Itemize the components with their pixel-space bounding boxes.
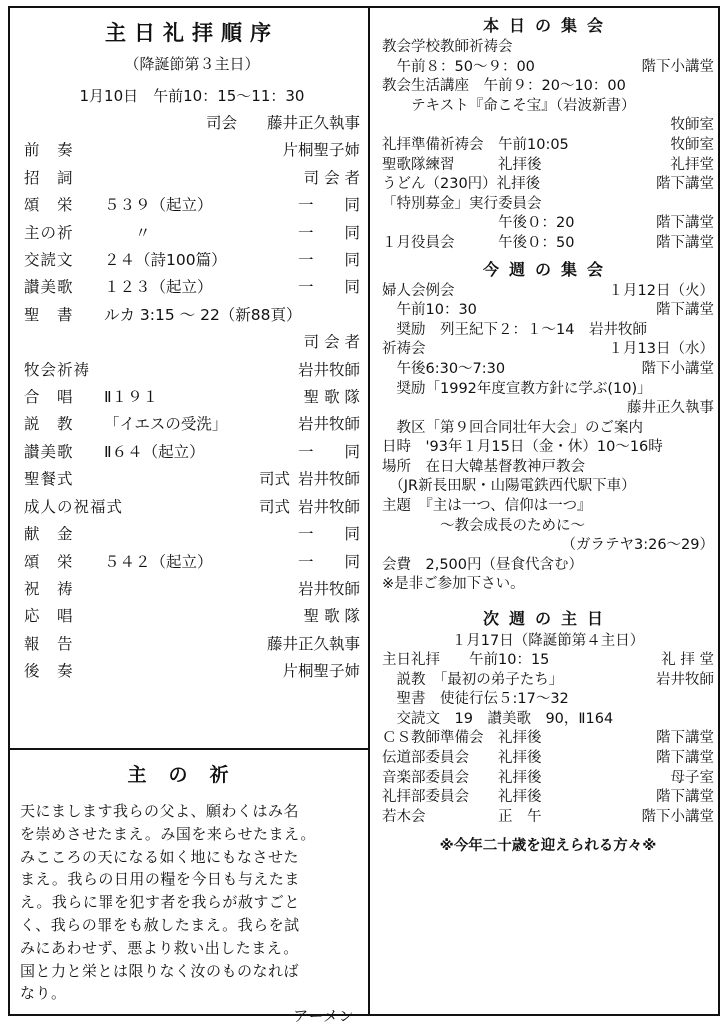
week-row xyxy=(382,419,714,439)
week-row-text: 教区「第９回合同壮年大会」のご案内 xyxy=(382,419,643,436)
week-row xyxy=(382,497,714,517)
announcements xyxy=(382,14,714,857)
week-row-text: 午後6:30〜7:30 xyxy=(382,360,506,377)
next-row xyxy=(382,710,714,730)
next-row xyxy=(382,808,714,828)
today-row xyxy=(382,77,714,97)
order-item-name: 主の祈 xyxy=(24,223,74,242)
week-row xyxy=(382,458,714,478)
prayer-line: え。我らに罪を犯す者を我らが赦すごと xyxy=(20,893,300,912)
today-row xyxy=(382,234,714,254)
week-row-text: （JR新長田駅・山陽電鉄西代駅下車） xyxy=(382,478,636,495)
prayer-line: みにあわせず、悪より救い出したまえ。 xyxy=(20,938,299,957)
today-row-text: テキスト『命こそ宝』（岩波新書） xyxy=(382,97,636,114)
today-row-place: 礼拝堂 xyxy=(670,156,714,173)
order-item-detail: ２４（詩100篇） xyxy=(104,251,227,270)
order-row xyxy=(24,357,360,384)
next-row-text: 音楽部委員会 礼拝後 xyxy=(382,769,542,786)
today-row-text: うどん（230円）礼拝後 xyxy=(382,176,541,193)
next-row-place: 礼 拝 堂 xyxy=(661,652,714,669)
week-row xyxy=(382,380,714,400)
next-row-text: 説教 「最初の弟子たち」 xyxy=(382,671,564,688)
prayer-amen: アーメン xyxy=(293,1007,354,1026)
order-item-detail: Ⅱ６４（起立） xyxy=(104,442,205,461)
week-row-text: 午前10：30 xyxy=(382,302,477,319)
week-row xyxy=(382,321,714,341)
presider-label: 司会 xyxy=(205,114,237,132)
week-row-text: 婦人会例会 xyxy=(382,282,455,299)
order-item-detail xyxy=(104,165,304,192)
today-row-text: 「特別募金」実行委員会 xyxy=(382,195,542,212)
order-row xyxy=(24,192,360,219)
today-meetings xyxy=(382,38,714,254)
today-row-place: 階下講堂 xyxy=(656,215,714,232)
order-item-name: 讃美歌 xyxy=(24,442,74,461)
order-item-person: 一 同 xyxy=(297,278,360,297)
order-of-service xyxy=(24,16,360,686)
next-row xyxy=(382,671,714,691)
prayer-line: 天にまします我らの父よ、願わくはみ名 xyxy=(20,802,300,820)
order-item-name xyxy=(24,329,104,356)
order-row xyxy=(24,302,360,329)
next-row xyxy=(382,651,714,671)
order-item-person: 片桐聖子姉 xyxy=(282,141,360,160)
week-row-text: 奨励「1992年度宣教方針に学ぶ(10)」 xyxy=(382,380,652,397)
order-item-detail: Ⅱ１９１ xyxy=(104,388,159,407)
order-item-name: 聖 書 xyxy=(24,305,74,324)
order-item-name: 牧会祈祷 xyxy=(24,360,91,379)
week-row-place: １月12日（火） xyxy=(608,282,714,299)
order-row xyxy=(24,384,360,411)
week-row-text: ※是非ご参加下さい。 xyxy=(382,576,525,593)
order-item-person: 岩井牧師 xyxy=(297,579,360,598)
order-item-name: 合 唱 xyxy=(24,388,74,407)
today-row-text: 教会学校教師祈祷会 xyxy=(382,39,513,55)
prayer-line: みこころの天になる如く地にもなさせた xyxy=(20,847,300,866)
week-row xyxy=(382,282,714,302)
week-row-text: 日時 '93年１月15日（金・休）10〜16時 xyxy=(382,439,663,456)
order-row xyxy=(24,220,360,247)
order-item-name: 交読文 xyxy=(24,251,74,270)
order-item-detail xyxy=(104,357,298,384)
order-item-name: 讃美歌 xyxy=(24,278,74,297)
week-row-text: 祈祷会 xyxy=(382,341,426,358)
order-item-detail xyxy=(104,137,282,164)
today-row-place: 階下小講堂 xyxy=(641,58,714,75)
order-item-detail xyxy=(104,329,304,356)
week-row xyxy=(382,517,714,537)
order-item-person: 岩井牧師 xyxy=(297,470,360,489)
today-row xyxy=(382,195,714,215)
week-row-text: 奨励 列王紀下２：１〜14 岩井牧師 xyxy=(382,321,647,338)
today-row xyxy=(382,156,714,176)
order-item-person: 岩井牧師 xyxy=(297,360,360,379)
order-row xyxy=(24,549,360,576)
order-title: 主日礼拝順序 xyxy=(105,21,279,45)
week-row-place: 階下講堂 xyxy=(656,302,714,319)
order-item-name: 祝 祷 xyxy=(24,579,74,598)
next-row-place: 階下講堂 xyxy=(656,730,714,747)
next-row-place: 母子室 xyxy=(670,769,714,786)
order-item-name: 成人の祝福式 xyxy=(24,497,124,516)
week-row xyxy=(382,340,714,360)
order-item-person: 一 同 xyxy=(297,223,360,242)
order-item-detail: 「イエスの受洗」 xyxy=(104,415,228,434)
order-item-person: 藤井正久執事 xyxy=(266,634,360,653)
order-item-detail: ５３９（起立） xyxy=(104,196,213,215)
today-row-text: 午後０：20 xyxy=(382,215,575,232)
today-row-text: 礼拝準備祈祷会 午前10:05 xyxy=(382,136,569,153)
today-row-text: １月役員会 午後０：50 xyxy=(382,234,575,251)
order-item-person: 一 同 xyxy=(297,525,360,544)
today-row xyxy=(382,97,714,117)
order-row xyxy=(24,631,360,658)
order-row xyxy=(24,494,360,521)
order-row xyxy=(24,247,360,274)
order-items xyxy=(24,137,360,685)
next-row-text: ＣＳ教師準備会 礼拝後 xyxy=(382,730,542,747)
order-item-detail: 〃 xyxy=(104,223,151,242)
week-row xyxy=(382,438,714,458)
week-row-place: 階下小講堂 xyxy=(641,360,714,377)
week-row-text: 〜教会成長のために〜 xyxy=(382,517,585,534)
order-item-detail xyxy=(104,603,304,630)
next-row-text: 主日礼拝 午前10：15 xyxy=(382,652,550,669)
next-row-place: 階下講堂 xyxy=(656,750,714,766)
week-row-place: （ガラテヤ3:26〜29） xyxy=(561,537,714,554)
order-row xyxy=(24,576,360,603)
today-row-text: 教会生活講座 午前９：20〜10：00 xyxy=(382,78,626,95)
order-item-person: 一 同 xyxy=(297,251,360,270)
next-row xyxy=(382,690,714,710)
next-row xyxy=(382,749,714,769)
order-row xyxy=(24,165,360,192)
week-row xyxy=(382,536,714,556)
next-row-text: 聖書 使徒行伝５:17〜32 xyxy=(382,691,569,708)
next-row-text: 若木会 正 午 xyxy=(382,808,542,825)
order-item-person: 司 会 者 xyxy=(303,333,360,352)
order-item-name: 頌 栄 xyxy=(24,552,74,571)
service-datetime: 1月10日 午前10：15〜11：30 xyxy=(79,87,305,105)
order-item-detail: ルカ 3:15 〜 22（新88頁） xyxy=(104,305,302,324)
order-item-detail: １２３（起立） xyxy=(104,278,213,297)
order-item-detail xyxy=(104,631,267,658)
prayer-line: まえ。我らの日用の糧を今日も与えたま xyxy=(20,870,300,889)
next-row xyxy=(382,729,714,749)
next-row-text: 交読文 19 讃美歌 90，Ⅱ164 xyxy=(382,710,614,727)
today-row xyxy=(382,136,714,156)
today-row xyxy=(382,214,714,234)
today-row xyxy=(382,175,714,195)
order-row xyxy=(24,603,360,630)
order-item-detail xyxy=(104,658,282,685)
order-row xyxy=(24,329,360,356)
today-row-text: 午前８：50〜９：00 xyxy=(382,58,535,75)
order-item-name: 説 教 xyxy=(24,415,74,434)
next-title: 次週の主日 xyxy=(482,609,613,629)
week-title: 今週の集会 xyxy=(482,259,613,279)
prayer-title: 主の祈 xyxy=(127,764,251,786)
week-row xyxy=(382,477,714,497)
order-item-person: 片桐聖子姉 xyxy=(282,662,360,681)
next-date: １月17日（降誕節第４主日） xyxy=(451,633,645,650)
today-row-place: 階下講堂 xyxy=(656,176,714,193)
order-item-detail: 司式 xyxy=(258,497,290,516)
order-item-name: 聖餐式 xyxy=(24,470,74,489)
order-item-name: 前 奏 xyxy=(24,141,74,160)
order-item-detail xyxy=(104,521,298,548)
order-item-person: 岩井牧師 xyxy=(297,497,360,516)
next-row-place: 階下講堂 xyxy=(656,789,714,806)
order-item-person: 一 同 xyxy=(297,552,360,571)
order-item-name: 応 唱 xyxy=(24,607,74,626)
presider-row xyxy=(24,110,360,137)
order-row xyxy=(24,521,360,548)
next-row xyxy=(382,769,714,789)
order-item-name: 報 告 xyxy=(24,634,74,653)
order-item-person: 司 会 者 xyxy=(303,168,360,187)
order-row xyxy=(24,411,360,438)
order-item-person: 聖 歌 隊 xyxy=(303,607,360,626)
today-row-text: 聖歌隊練習 礼拝後 xyxy=(382,156,542,173)
order-item-person: 岩井牧師 xyxy=(297,415,360,434)
prayer-line: なり。 xyxy=(20,984,67,1003)
week-row-text: 場所 在日大韓基督教神戸教会 xyxy=(382,458,585,475)
today-row-place: 牧師室 xyxy=(670,136,714,153)
week-meetings xyxy=(382,282,714,596)
vertical-divider xyxy=(368,8,370,1014)
order-item-detail: 司式 xyxy=(258,470,290,489)
horizontal-divider xyxy=(10,748,368,750)
order-item-detail: ５４２（起立） xyxy=(104,552,213,571)
week-row-text: 主題 『主は一つ、信仰は一つ』 xyxy=(382,498,592,515)
coming-of-age-note: ※今年二十歳を迎えられる方々※ xyxy=(439,838,657,855)
order-item-name: 頌 栄 xyxy=(24,196,74,215)
week-row xyxy=(382,301,714,321)
week-row xyxy=(382,360,714,380)
order-row xyxy=(24,658,360,685)
week-row-place: 藤井正久執事 xyxy=(627,400,714,417)
today-row xyxy=(382,58,714,78)
bulletin-page xyxy=(8,6,720,1026)
order-row xyxy=(24,466,360,493)
next-row xyxy=(382,788,714,808)
presider-name: 藤井正久執事 xyxy=(266,114,360,132)
order-item-person: 一 同 xyxy=(297,196,360,215)
today-row xyxy=(382,38,714,58)
today-title: 本日の集会 xyxy=(482,16,613,35)
order-item-person: 聖 歌 隊 xyxy=(303,388,360,407)
week-row xyxy=(382,556,714,576)
order-row xyxy=(24,274,360,301)
next-row-place: 岩井牧師 xyxy=(656,671,714,688)
prayer-line: 国と力と栄とは限りなく汝のものなれば xyxy=(20,961,300,980)
order-row xyxy=(24,137,360,164)
order-item-name: 招 詞 xyxy=(24,168,74,187)
order-item-detail xyxy=(104,576,298,603)
next-meetings xyxy=(382,651,714,827)
order-item-person: 一 同 xyxy=(297,442,360,461)
next-row-text: 礼拝部委員会 礼拝後 xyxy=(382,789,542,806)
prayer-line: く、我らの罪をも赦したまえ。我らを試 xyxy=(20,915,300,934)
prayer-text xyxy=(20,800,360,1028)
today-row-place: 牧師室 xyxy=(670,117,714,134)
next-row-place: 階下小講堂 xyxy=(641,808,714,825)
next-row-text: 伝道部委員会 礼拝後 xyxy=(382,750,542,766)
prayer-line: を崇めさせたまえ。み国を来らせたまえ。 xyxy=(20,824,316,843)
prayer-lines xyxy=(20,800,360,1005)
order-item-name: 献 金 xyxy=(24,525,74,544)
week-row xyxy=(382,399,714,419)
week-row-text: 会費 2,500円（昼食代含む） xyxy=(382,556,584,573)
order-subtitle: （降誕節第３主日） xyxy=(124,55,260,73)
today-row xyxy=(382,116,714,136)
week-row-place: １月13日（水） xyxy=(608,341,714,358)
order-row xyxy=(24,439,360,466)
week-row xyxy=(382,575,714,595)
order-item-name: 後 奏 xyxy=(24,662,74,681)
today-row-place: 階下講堂 xyxy=(656,234,714,251)
